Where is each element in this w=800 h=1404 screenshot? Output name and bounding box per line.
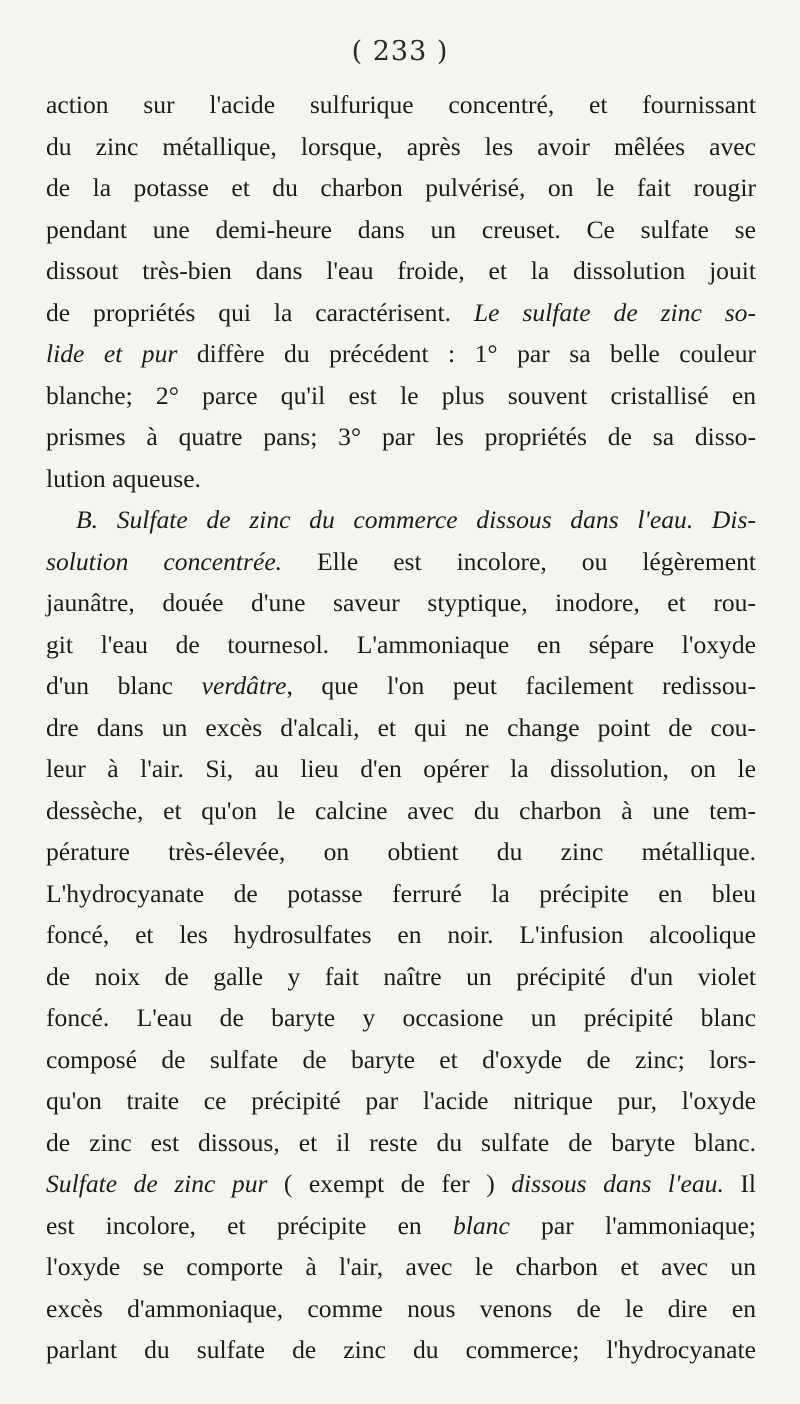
text-run: excès d'ammoniaque, comme nous venons de le dire en: [46, 1293, 756, 1323]
text-line: [46, 1246, 756, 1288]
text-line: [46, 582, 756, 624]
text-line: [46, 167, 756, 209]
italic-text: lide et pur: [46, 339, 178, 368]
text-run: pendant une demi-heure dans un creuset. Ce sulfate se: [46, 214, 756, 244]
text-line: [46, 1329, 756, 1371]
text-run: foncé, et les hydrosulfates en noir. L'infusion alcoolique: [46, 920, 756, 949]
text-line: [46, 1039, 756, 1081]
text-line: [46, 84, 756, 126]
text-run: git l'eau de tournesol. L'ammoniaque en sépare l'oxyde: [46, 629, 756, 659]
text-line: [46, 250, 756, 292]
text-run: de propriétés qui la caractérisent.: [46, 297, 474, 327]
italic-text: Sulfate de zinc pur: [46, 1169, 268, 1198]
text-line: [46, 1205, 756, 1247]
text-line: [46, 375, 756, 417]
italic-text: Le sulfate de zinc so-: [473, 297, 756, 327]
text-run: diffère du précédent : 1° par sa belle couleur: [177, 339, 757, 368]
text-run: de la potasse et du charbon pulvérisé, on le fait rougir: [46, 173, 756, 202]
text-run: pérature très-élevée, on obtient du zinc métallique.: [46, 837, 756, 866]
text-run: d'un blanc: [46, 671, 202, 700]
text-run: par l'ammoniaque;: [509, 1210, 756, 1240]
text-line: [46, 1122, 756, 1164]
text-run: , que l'on peut facilement redissou-: [286, 671, 756, 700]
text-line: [46, 624, 756, 666]
text-run: prismes à quatre pans; 3° par les propriétés de sa disso-: [46, 422, 756, 451]
text-line: [46, 1080, 756, 1122]
text-run: l'oxyde se comporte à l'air, avec le charbon et avec un: [46, 1252, 756, 1281]
body-text: [46, 84, 756, 1371]
text-run: de zinc est dissous, et il reste du sulfate de baryte blanc.: [46, 1127, 756, 1157]
text-line: [46, 914, 756, 956]
text-line: [46, 707, 756, 749]
text-line: [46, 333, 756, 375]
text-line: [46, 499, 756, 541]
text-line: [46, 209, 756, 251]
text-run: L'hydrocyanate de potasse ferruré la précipite en bleu: [46, 878, 756, 908]
text-run: parlant du sulfate de zinc du commerce; l'hydrocyanate: [46, 1335, 756, 1364]
text-line: [46, 416, 756, 458]
text-run: leur à l'air. Si, au lieu d'en opérer la dissolution, on le: [46, 754, 756, 783]
text-line: [46, 665, 756, 707]
text-line: [46, 997, 756, 1039]
page-number: ( 233 ): [351, 36, 449, 67]
text-run: de noix de galle y fait naître un précipité d'un violet: [46, 961, 756, 991]
text-run: est incolore, et précipite en: [46, 1210, 453, 1240]
text-run: du zinc métallique, lorsque, après les avoir mêlées avec: [46, 131, 756, 161]
text-run: action sur l'acide sulfurique concentré, et fournissant: [46, 90, 756, 119]
text-line: [46, 541, 756, 583]
text-run: Il: [723, 1169, 756, 1198]
text-run: Elle est incolore, ou légèrement: [282, 546, 756, 576]
italic-text: solution concentrée.: [46, 546, 283, 576]
text-line: [46, 458, 756, 500]
text-run: foncé. L'eau de baryte y occasione un précipité blanc: [46, 1003, 756, 1032]
text-run: qu'on traite ce précipité par l'acide nitrique pur, l'oxyde: [46, 1086, 756, 1115]
text-run: ( exempt de fer ): [267, 1169, 512, 1198]
italic-text: verdâtre: [201, 671, 287, 700]
text-line: [46, 1288, 756, 1330]
text-run: composé de sulfate de baryte et d'oxyde de zinc; lors-: [46, 1044, 756, 1074]
text-line: [46, 748, 756, 790]
italic-text: B. Sulfate de zinc du commerce dissous dans l'eau. Dis-: [76, 505, 756, 534]
text-run: blanche; 2° parce qu'il est le plus souvent cristallisé en: [46, 380, 756, 410]
text-run: dre dans un excès d'alcali, et qui ne change point de cou-: [46, 712, 756, 742]
text-run: lution aqueuse.: [46, 463, 201, 493]
italic-text: blanc: [452, 1210, 510, 1240]
text-line: [46, 292, 756, 334]
text-run: dessèche, et qu'on le calcine avec du charbon à une tem-: [46, 795, 756, 825]
text-run: jaunâtre, douée d'une saveur styptique, inodore, et rou-: [46, 588, 756, 617]
text-line: [46, 126, 756, 168]
text-run: dissout très-bien dans l'eau froide, et la dissolution jouit: [46, 256, 756, 285]
italic-text: dissous dans l'eau.: [511, 1169, 724, 1198]
text-line: [46, 790, 756, 832]
text-line: [46, 956, 756, 998]
text-line: [46, 873, 756, 915]
text-line: [46, 831, 756, 873]
text-line: [46, 1163, 756, 1205]
